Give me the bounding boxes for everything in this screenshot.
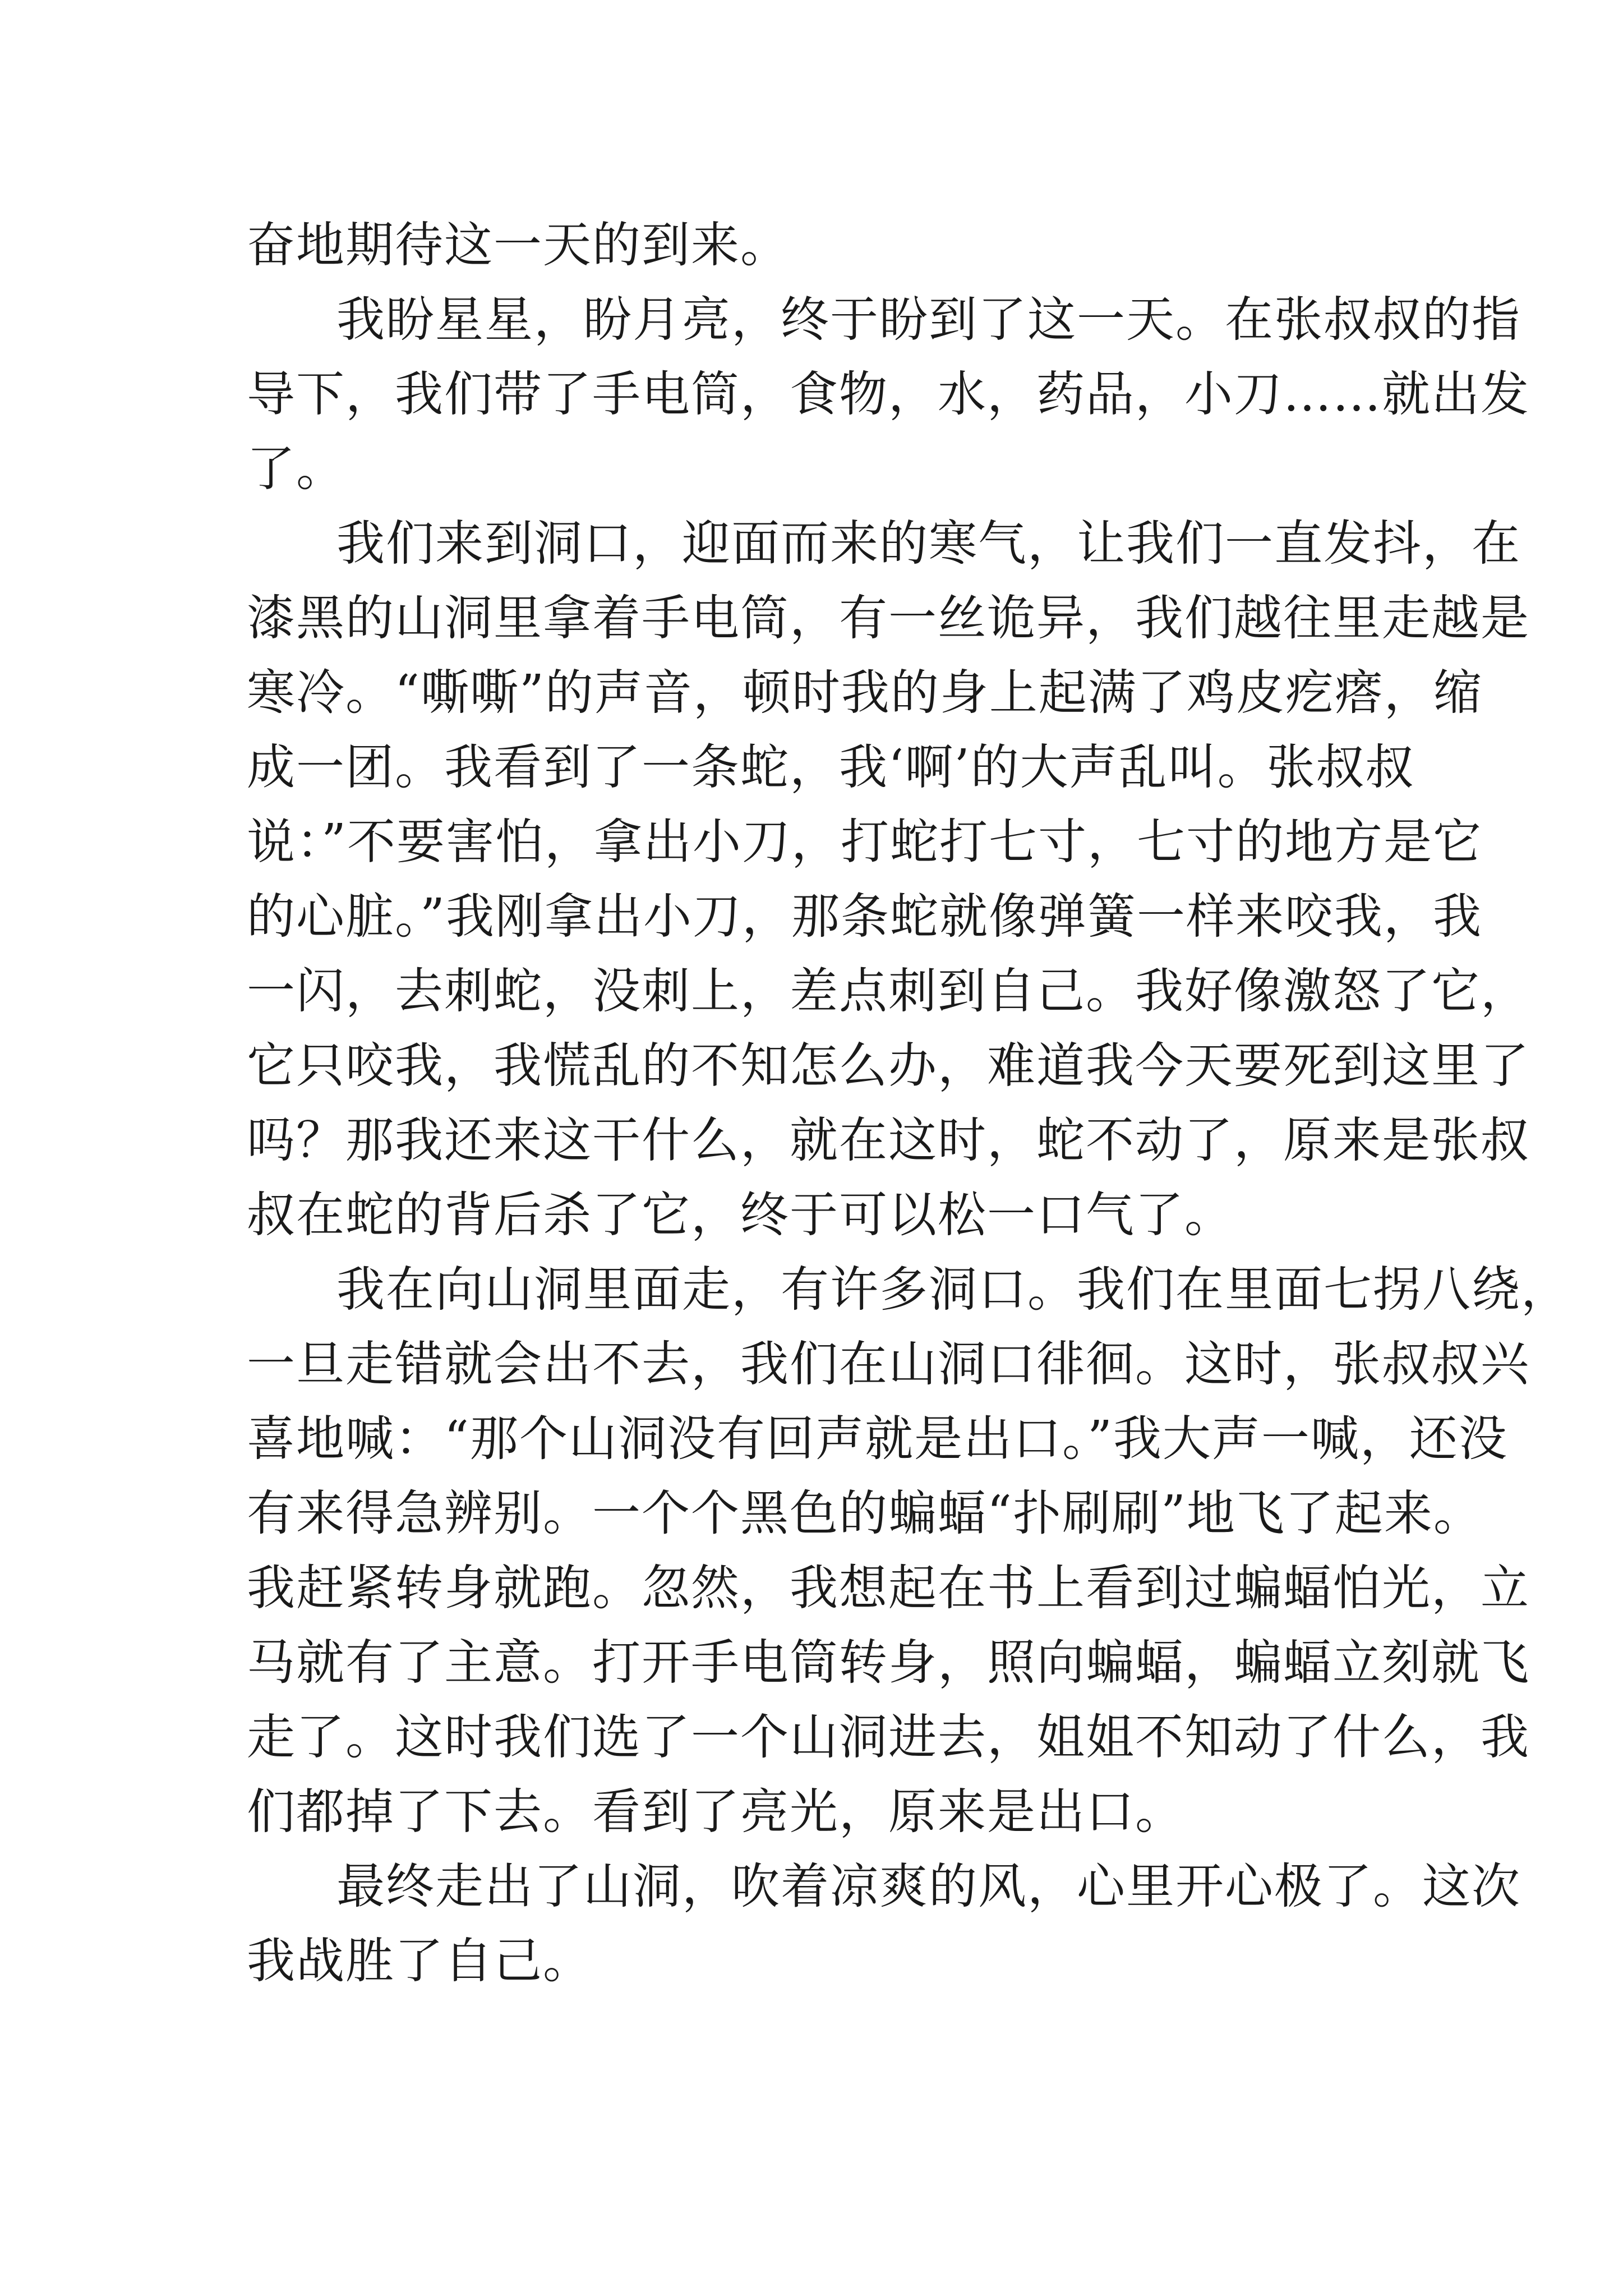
text-line: 我战胜了自己。	[247, 1933, 592, 1989]
text-line: 马就有了主意。打开手电筒转身，照向蝙蝠，蝙蝠立刻就飞	[247, 1635, 1530, 1691]
text-line: 叔在蛇的背后杀了它，终于可以松一口气了。	[247, 1187, 1234, 1243]
text-line: 一旦走错就会出不去，我们在山洞口徘徊。这时，张叔叔兴	[247, 1336, 1530, 1392]
text-line: 一闪，去刺蛇，没刺上，差点刺到自己。我好像激怒了它，	[247, 963, 1530, 1019]
text-line: 成一团。我看到了一条蛇，我‘啊’的大声乱叫。张叔叔	[247, 739, 1415, 795]
text-line: 我在向山洞里面走，有许多洞口。我们在里面七拐八绕，	[336, 1262, 1570, 1318]
text-line: 漆黑的山洞里拿着手电筒，有一丝诡异，我们越往里走越是	[247, 590, 1530, 646]
text-line: 最终走出了山洞，吹着凉爽的风，心里开心极了。这次	[336, 1858, 1521, 1915]
text-line: 我赶紧转身就跑。忽然，我想起在书上看到过蝙蝠怕光，立	[247, 1560, 1530, 1616]
text-line: 了。	[247, 441, 345, 497]
text-line: 吗？那我还来这干什么，就在这时，蛇不动了，原来是张叔	[247, 1112, 1530, 1168]
text-line: 奋地期待这一天的到来。	[247, 217, 790, 273]
text-line: 导下，我们带了手电筒，食物，水，药品，小刀……就出发	[247, 366, 1530, 422]
text-line: 说：”不要害怕，拿出小刀，打蛇打七寸，七寸的地方是它	[247, 814, 1482, 870]
text-line: 的心脏。”我刚拿出小刀，那条蛇就像弹簧一样来咬我，我	[247, 889, 1482, 945]
text-line: 我们来到洞口，迎面而来的寒气，让我们一直发抖，在	[336, 516, 1521, 572]
text-line: 寒冷。“嘶嘶”的声音，顿时我的身上起满了鸡皮疙瘩，缩	[247, 665, 1483, 721]
text-line: 喜地喊：“那个山洞没有回声就是出口。”我大声一喊，还没	[247, 1411, 1508, 1467]
text-line: 们都掉了下去。看到了亮光，原来是出口。	[247, 1784, 1184, 1840]
text-line: 有来得急辨别。一个个黑色的蝙蝠“扑刷刷”地飞了起来。	[247, 1485, 1483, 1542]
text-line: 走了。这时我们选了一个山洞进去，姐姐不知动了什么，我	[247, 1709, 1530, 1765]
text-line: 我盼星星，盼月亮，终于盼到了这一天。在张叔叔的指	[336, 292, 1521, 348]
text-line: 它只咬我，我慌乱的不知怎么办，难道我今天要死到这里了	[247, 1038, 1530, 1094]
